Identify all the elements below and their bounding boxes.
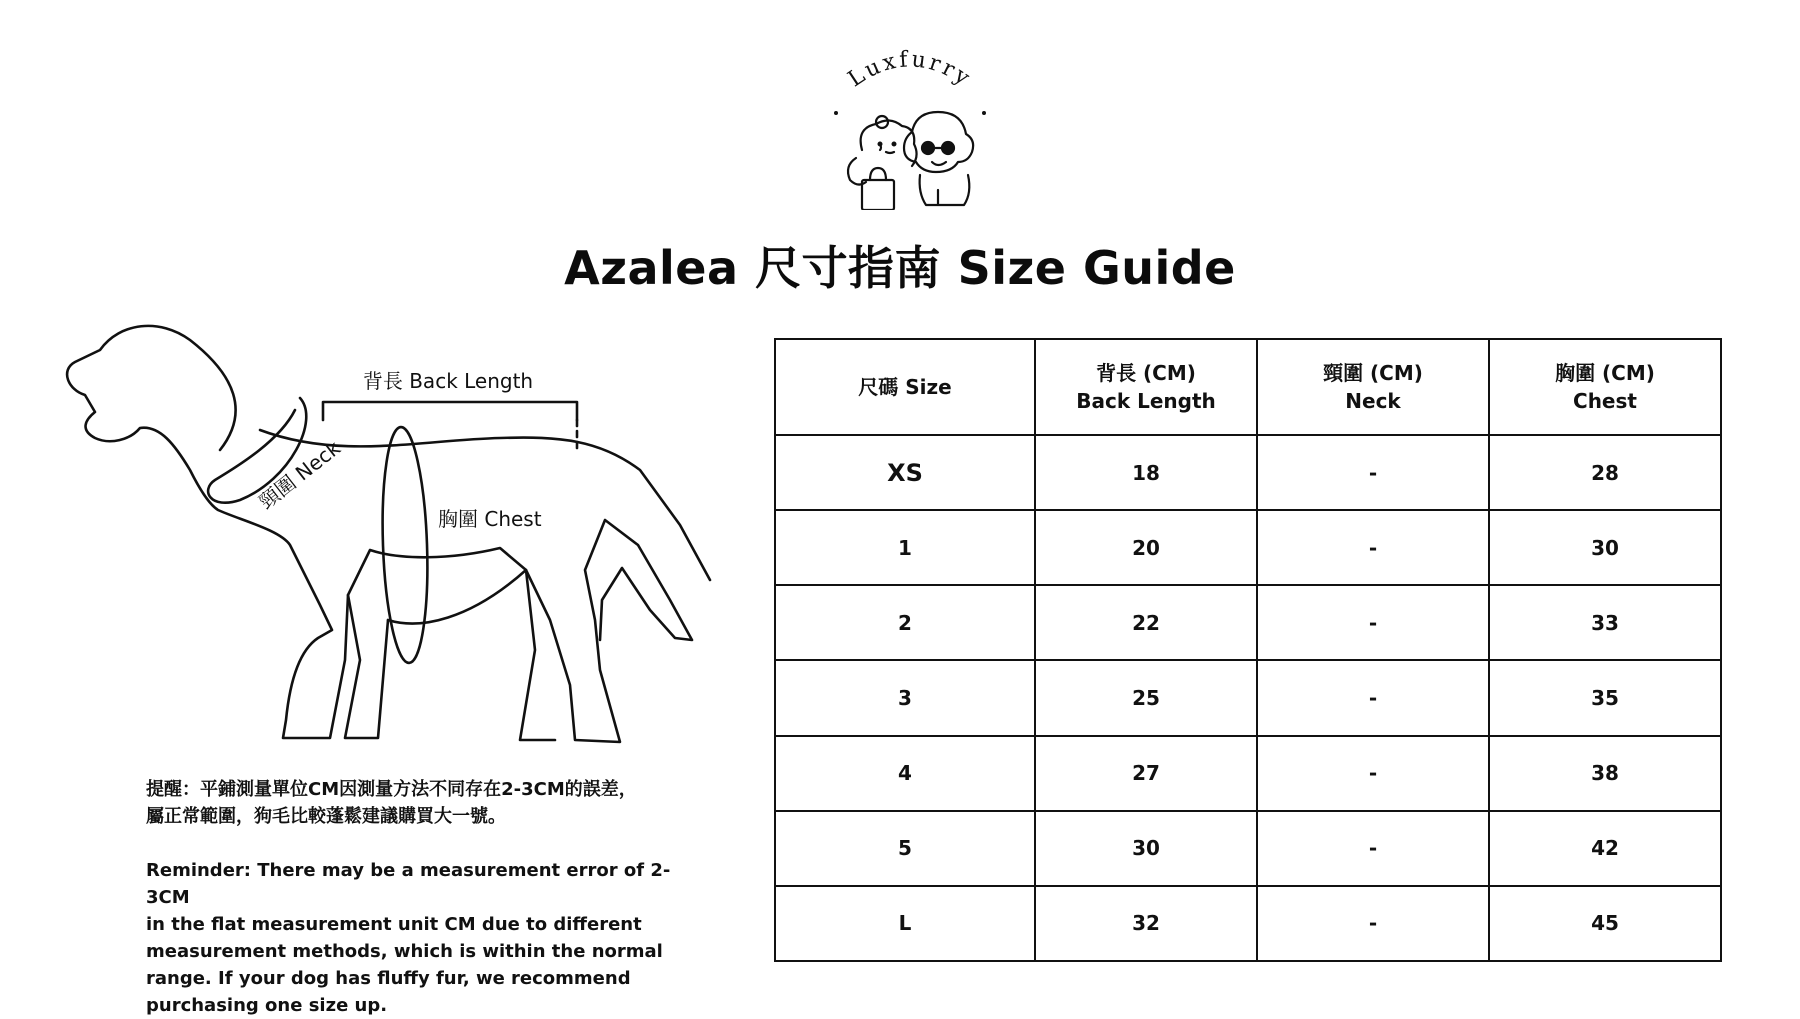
table-row	[775, 811, 1721, 886]
chest-cell: 45	[1489, 886, 1721, 961]
size-table	[774, 338, 1722, 962]
reminder-en-line: Reminder: There may be a measurement error of 2-3CM	[146, 860, 671, 908]
back-length-cell: 22	[1035, 585, 1257, 660]
reminder-zh-line: 屬正常範圍，狗毛比較蓬鬆建議購買大一號。	[146, 806, 506, 827]
reminder-zh-line: 提醒：平鋪測量單位CM因測量方法不同存在2-3CM的誤差，	[146, 779, 637, 800]
back-length-label: 背長 Back Length	[362, 369, 534, 393]
back-length-cell: 20	[1035, 510, 1257, 585]
chest-cell: 42	[1489, 811, 1721, 886]
dog-measurement-diagram	[40, 320, 700, 750]
size-cell: XS	[775, 435, 1035, 510]
reminder-en-line: measurement methods, which is within the normal	[146, 941, 663, 962]
chest-cell: 38	[1489, 736, 1721, 811]
size-cell: 3	[775, 660, 1035, 735]
table-row	[775, 435, 1721, 510]
dog-outline-icon	[40, 320, 700, 750]
neck-cell: -	[1257, 510, 1489, 585]
chest-cell: 33	[1489, 585, 1721, 660]
neck-cell: -	[1257, 886, 1489, 961]
reminder-en-line: range. If your dog has fluffy fur, we recommend	[146, 968, 631, 989]
back-length-cell: 27	[1035, 736, 1257, 811]
reminder-en-line: in the flat measurement unit CM due to different	[146, 914, 642, 935]
size-cell: 5	[775, 811, 1035, 886]
header-neck: 頸圍 (CM) Neck	[1257, 339, 1489, 435]
neck-cell: -	[1257, 811, 1489, 886]
table-row	[775, 736, 1721, 811]
table-row	[775, 510, 1721, 585]
chest-cell: 35	[1489, 660, 1721, 735]
table-row	[775, 886, 1721, 961]
neck-cell: -	[1257, 660, 1489, 735]
size-cell: 4	[775, 736, 1035, 811]
neck-cell: -	[1257, 435, 1489, 510]
table-row	[775, 660, 1721, 735]
table-row	[775, 585, 1721, 660]
page-title: Azalea 尺寸指南 Size Guide	[564, 241, 1236, 295]
back-length-cell: 25	[1035, 660, 1257, 735]
size-cell: L	[775, 886, 1035, 961]
neck-cell: -	[1257, 585, 1489, 660]
brand-name: Luxfurry	[843, 47, 977, 93]
back-length-cell: 30	[1035, 811, 1257, 886]
header-chest: 胸圍 (CM) Chest	[1489, 339, 1721, 435]
two-poodles-logo-icon	[820, 40, 1000, 210]
neck-cell: -	[1257, 736, 1489, 811]
neck-label: 頸圍 Neck	[254, 435, 345, 514]
size-cell: 1	[775, 510, 1035, 585]
chest-cell: 30	[1489, 510, 1721, 585]
size-cell: 2	[775, 585, 1035, 660]
header-back-length: 背長 (CM) Back Length	[1035, 339, 1257, 435]
header-size: 尺碼 Size	[775, 339, 1035, 435]
back-length-cell: 18	[1035, 435, 1257, 510]
chest-label: 胸圍 Chest	[438, 507, 542, 531]
table-header-row	[775, 339, 1721, 435]
back-length-cell: 32	[1035, 886, 1257, 961]
brand-logo	[820, 40, 1000, 210]
reminder-notes	[146, 776, 686, 1019]
chest-cell: 28	[1489, 435, 1721, 510]
reminder-en-line: purchasing one size up.	[146, 995, 388, 1016]
